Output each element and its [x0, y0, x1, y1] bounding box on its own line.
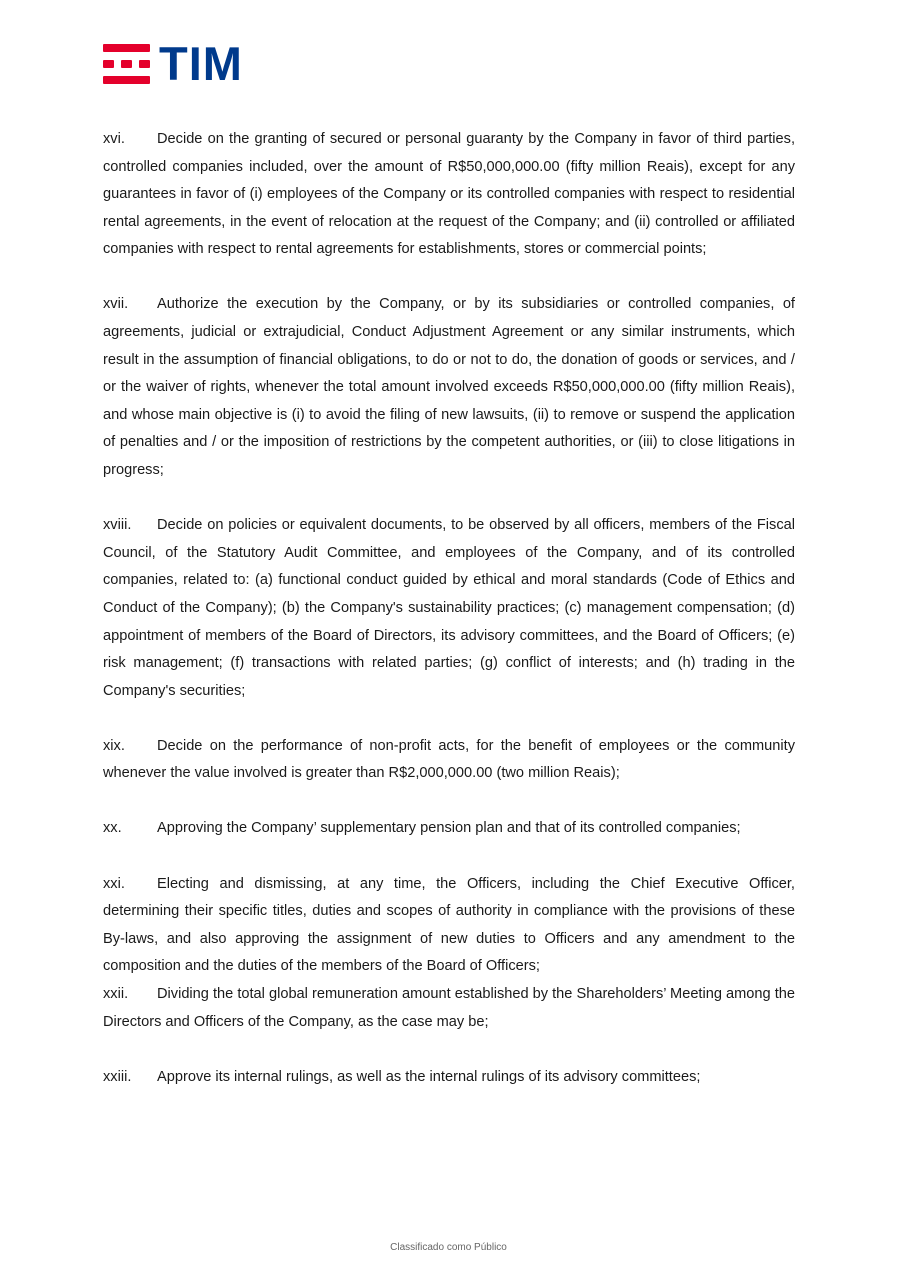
- classification-footer: Classificado como Público: [390, 1242, 507, 1253]
- clause-number: xxiii.: [103, 1068, 132, 1085]
- clause-xvi: [103, 126, 795, 264]
- clause-text: Approve its internal rulings, as well as the internal rulings of its advisory committees;: [157, 1068, 701, 1085]
- clause-text: Decide on the performance of non-profit acts, for the benefit of employees or the community whenever the value involved is greater than R$2,000,000.00 (two million Reais);: [103, 737, 795, 782]
- clause-text: Dividing the total global remuneration amount established by the Shareholders’ Meeting among the Directors and Officers of the Company, as the case may be;: [103, 985, 795, 1030]
- clause-xix: [103, 733, 795, 788]
- clause-number: xviii.: [103, 517, 132, 534]
- clause-xviii: [103, 512, 795, 705]
- clause-number: xvi.: [103, 131, 125, 147]
- clause-text: Authorize the execution by the Company, or by its subsidiaries or controlled companies, of agreements, judicial or extrajudicial, Conduct Adjustment Agreement or any similar instruments, which result in the assumption of financial obligations, to do or not to do, the donation of goods or services, and / or the waiver of rights, whenever the total amount involved exceeds R$50,000,000.00 (fifty million Reais), and whose main objective is (i) to avoid the filing of new lawsuits, (ii) to remove or suspend the application of penalties and / or the imposition of restrictions by the competent authorities, or (iii) to close litigations in progress;: [103, 296, 795, 479]
- clause-xxii: [103, 981, 795, 1036]
- clause-text: Decide on policies or equivalent documents, to be observed by all officers, members of the Fiscal Council, of the Statutory Audit Committee, and employees of the Company, and of its controlled companies, related to: (a) functional conduct guided by ethical and moral standards (Code of Ethics and Conduct of the Company); (b) the Company's sustainability practices; (c) management compensation; (d) appointment of members of the Board of Directors, its advisory committees, and the Board of Officers; (e) risk management; (f) transactions with related parties; (g) conflict of interests; and (h) trading in the Company's securities;: [103, 517, 795, 699]
- clause-number: xvii.: [103, 296, 129, 313]
- clause-number: xix.: [103, 737, 125, 754]
- document-body: [103, 126, 795, 1119]
- clause-number: xxi.: [103, 875, 125, 892]
- tim-logo-icon: [103, 44, 150, 84]
- clause-number: xxii.: [103, 985, 129, 1002]
- clause-text: Decide on the granting of secured or personal guaranty by the Company in favor of third parties, controlled companies included, over the amount of R$50,000,000.00 (fifty million Reais), except for any guarantees in favor of (i) employees of the Company or its controlled companies with respect to residential rental agreements, in the event of relocation at the request of the Company; and (ii) controlled or affiliated companies with respect to rental agreements for establishments, stores or commercial points;: [103, 131, 795, 258]
- clause-xxi: [103, 871, 795, 981]
- clause-xx: [103, 815, 795, 843]
- company-logo: [103, 37, 243, 90]
- clause-text: Approving the Company’ supplementary pension plan and that of its controlled companies;: [157, 820, 741, 837]
- clause-xvii: [103, 291, 795, 484]
- clause-xxiii: [103, 1064, 795, 1092]
- logo-text: TIM: [159, 37, 243, 90]
- clause-number: xx.: [103, 820, 122, 837]
- clause-text: Electing and dismissing, at any time, the Officers, including the Chief Executive Officer, determining their specific titles, duties and scopes of authority in compliance with the provisions of these By-laws, and also approving the assignment of new duties to Officers and any amendment to the composition and the duties of the members of the Board of Officers;: [103, 875, 795, 975]
